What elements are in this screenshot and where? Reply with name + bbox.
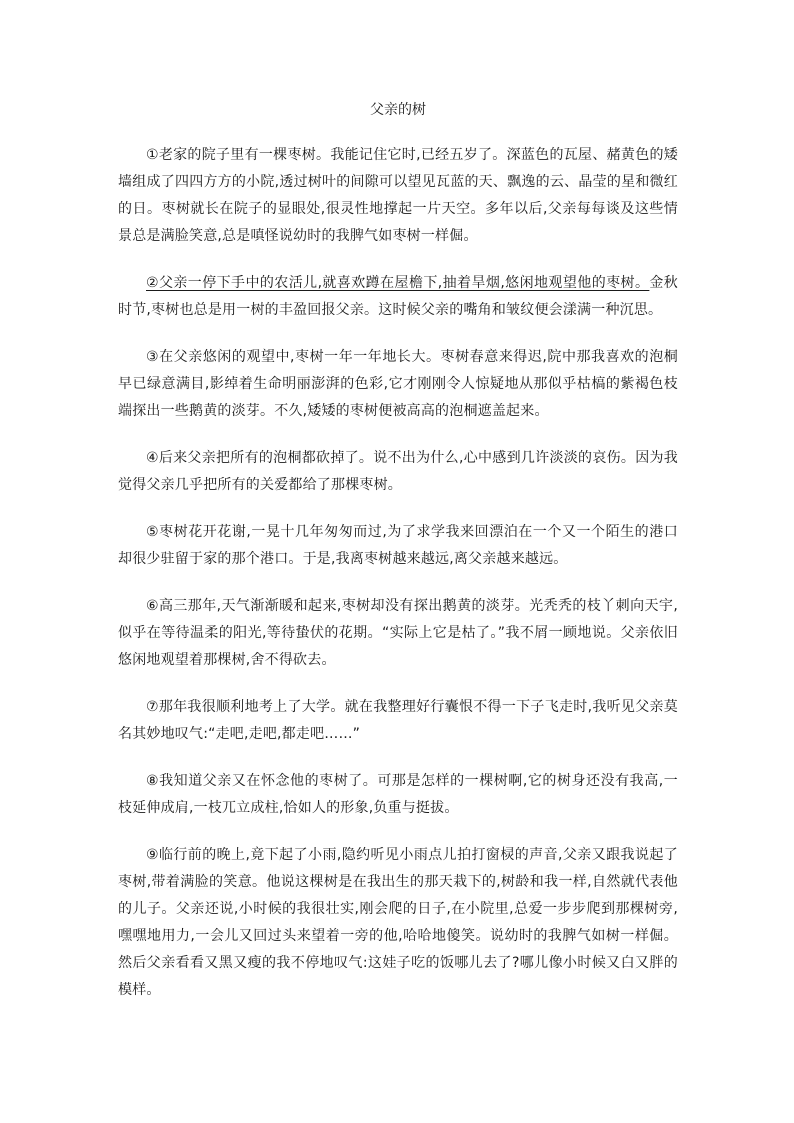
paragraph-8: ⑧我知道父亲又在怀念他的枣树了。可那是怎样的一棵树啊,它的树身还没有我高,一枝延伸成肩,一枝兀立成柱,恰如人的形象,负重与挺拔。 — [118, 773, 678, 816]
paragraph-3: ③在父亲悠闲的观望中,枣树一年一年地长大。枣树春意来得迟,院中那我喜欢的泡桐早已绿意满目,影绰着生命明丽澎湃的色彩,它才刚刚令人惊疑地从那似乎枯槁的紫褐色枝端探出一些鹅黄的淡芽。不久,矮矮的枣树便被高高的泡桐遮盖起来。 — [118, 349, 678, 419]
paragraph-7: ⑦那年我很顺利地考上了大学。就在我整理好行囊恨不得一下子飞走时,我听见父亲莫名其妙地叹气:“走吧,走吧,都走吧……” — [118, 699, 678, 742]
paragraph-1: ①老家的院子里有一棵枣树。我能记住它时,已经五岁了。深蓝色的瓦屋、赭黄色的矮墙组成了四四方方的小院,透过树叶的间隙可以望见瓦蓝的天、飘逸的云、晶莹的星和微红的日。枣树就长在院子的显眼处,很灵性地撑起一片天空。多年以后,父亲每每谈及这些情景总是满脸笑意,总是嗔怪说幼时的我脾气如枣树一样倔。 — [118, 147, 678, 244]
document-title: 父亲的树 — [370, 102, 426, 118]
underlined-sentence: ②父亲一停下手中的农活儿,就喜欢蹲在屋檐下,抽着旱烟,悠闲地观望他的枣树。 — [146, 275, 650, 291]
paragraph-2-rest: 金秋时节,枣树也总是用一树的丰盈回报父亲。这时候父亲的嘴角和皱纹便会漾满一种沉思。 — [118, 275, 678, 318]
paragraph-6: ⑥高三那年,天气渐渐暖和起来,枣树却没有探出鹅黄的淡芽。光秃秃的枝丫刺向天宇,似乎在等待温柔的阳光,等待蛰伏的花期。“实际上它是枯了。”我不屑一顾地说。父亲依旧悠闲地观望着那棵树,舍不得砍去。 — [118, 598, 678, 668]
paragraph-4: ④后来父亲把所有的泡桐都砍掉了。说不出为什么,心中感到几许淡淡的哀伤。因为我觉得父亲几乎把所有的关爱都给了那棵枣树。 — [118, 450, 678, 493]
paragraph-5: ⑤枣树花开花谢,一晃十几年匆匆而过,为了求学我来回漂泊在一个又一个陌生的港口却很少驻留于家的那个港口。于是,我离枣树越来越远,离父亲越来越远。 — [118, 524, 678, 567]
paragraph-9: ⑨临行前的晚上,竟下起了小雨,隐约听见小雨点儿拍打窗棂的声音,父亲又跟我说起了枣树,带着满脸的笑意。他说这棵树是在我出生的那天栽下的,树龄和我一样,自然就代表他的儿子。父亲还说,小时候的我很壮实,刚会爬的日子,在小院里,总爱一步步爬到那棵树旁,嘿嘿地用力,一会儿又回过头来望着一旁的他,哈哈地傻笑。说幼时的我脾气如树一样倔。然后父亲看看又黑又瘦的我不停地叹气:这娃子吃的饭哪儿去了?哪儿像小时候又白又胖的模样。 — [118, 847, 678, 998]
document-page — [118, 100, 678, 1024]
paragraph-2 — [118, 270, 678, 324]
